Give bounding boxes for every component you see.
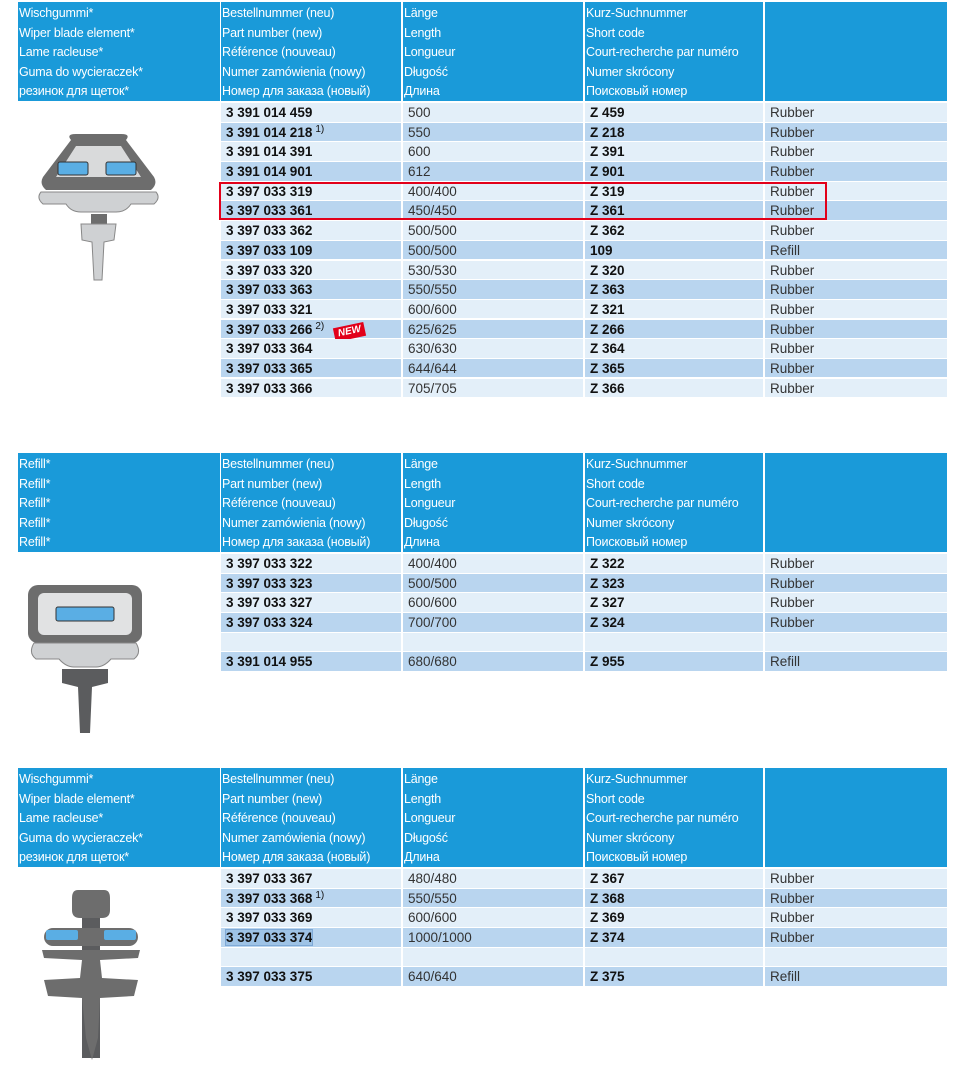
- length-cell: 450/450: [403, 201, 583, 220]
- short-code-cell: Z 320: [585, 261, 763, 280]
- table-header: [18, 2, 947, 101]
- short-code-cell: Z 323: [585, 574, 763, 593]
- header-line: Refill*: [19, 476, 51, 491]
- header-col-blank: [765, 2, 947, 101]
- header-line: Wiper blade element*: [19, 25, 135, 40]
- table-row: [221, 280, 947, 300]
- header-line: Part number (new): [222, 791, 323, 806]
- type-cell: Rubber: [765, 379, 947, 398]
- part-number: 3 397 033 109: [226, 242, 313, 258]
- short-code-cell: [585, 948, 763, 967]
- part-number-cell: [221, 379, 401, 398]
- table-row: [221, 948, 947, 968]
- table-row: [221, 359, 947, 379]
- table-row: [221, 339, 947, 359]
- type-cell: Rubber: [765, 613, 947, 632]
- header-line: Length: [404, 791, 442, 806]
- header-line: Part number (new): [222, 25, 323, 40]
- short-code-cell: Z 459: [585, 103, 763, 122]
- header-col-blank: [765, 768, 947, 867]
- short-code-cell: Z 266: [585, 320, 763, 339]
- part-number: 3 391 014 391: [226, 144, 313, 160]
- table-body: [221, 103, 947, 398]
- type-cell: [765, 948, 947, 967]
- header-line: Court-recherche par numéro: [586, 45, 739, 59]
- header-line: Refill*: [19, 496, 51, 510]
- header-col-length: [403, 453, 583, 552]
- part-number: 3 397 033 375: [226, 969, 313, 985]
- table-row: [221, 162, 947, 182]
- length-cell: 640/640: [403, 967, 583, 986]
- length-cell: 400/400: [403, 554, 583, 573]
- length-cell: 600: [403, 142, 583, 161]
- header-line: Длина: [404, 84, 440, 98]
- header-col-length: [403, 2, 583, 101]
- length-cell: 600/600: [403, 593, 583, 612]
- length-cell: 600/600: [403, 300, 583, 319]
- footnote-marker: 1): [315, 889, 325, 901]
- header-line: Longueur: [404, 45, 456, 59]
- length-cell: 1000/1000: [403, 928, 583, 947]
- type-cell: Rubber: [765, 889, 947, 908]
- type-cell: Rubber: [765, 574, 947, 593]
- type-cell: Rubber: [765, 142, 947, 161]
- header-line: Поисковый номер: [586, 850, 688, 864]
- short-code-cell: Z 901: [585, 162, 763, 181]
- length-cell: 500/500: [403, 574, 583, 593]
- header-line: Bestellnummer (neu): [222, 6, 335, 20]
- type-cell: Rubber: [765, 261, 947, 280]
- type-cell: Rubber: [765, 339, 947, 358]
- wiper-rubber-profile-illustration: [38, 888, 143, 1063]
- part-number-cell: [221, 103, 401, 122]
- header-line: Short code: [586, 25, 645, 40]
- header-line: Référence (nouveau): [222, 811, 336, 825]
- part-number: 3 397 033 362: [226, 223, 313, 239]
- part-number-cell: [221, 574, 401, 593]
- header-line: Номер для заказа (новый): [222, 84, 371, 98]
- header-col-type: [18, 2, 220, 101]
- length-cell: 625/625: [403, 320, 583, 339]
- table-row: [221, 379, 947, 399]
- table-row: [221, 908, 947, 928]
- length-cell: 550: [403, 123, 583, 142]
- length-cell: 500/500: [403, 221, 583, 240]
- header-line: Wischgummi*: [19, 6, 94, 20]
- header-line: Référence (nouveau): [222, 496, 336, 510]
- table-row: [221, 613, 947, 633]
- header-line: Length: [404, 476, 442, 491]
- part-number-cell: [221, 280, 401, 299]
- length-cell: 612: [403, 162, 583, 181]
- length-cell: 600/600: [403, 908, 583, 927]
- header-col-part-number: [221, 2, 401, 101]
- header-col-short-code: [585, 453, 763, 552]
- part-number: 3 397 033 361: [226, 203, 313, 219]
- type-cell: Rubber: [765, 359, 947, 378]
- short-code-cell: Z 369: [585, 908, 763, 927]
- part-number-cell: [221, 359, 401, 378]
- length-cell: 630/630: [403, 339, 583, 358]
- header-line: Refill*: [19, 457, 51, 471]
- part-number-cell: [221, 142, 401, 161]
- footnote-marker: 2): [315, 320, 325, 332]
- part-number: 3 391 014 955: [226, 654, 313, 670]
- header-line: Numer skrócony: [586, 830, 675, 845]
- length-cell: 550/550: [403, 280, 583, 299]
- header-line: Kurz-Suchnummer: [586, 457, 688, 471]
- type-cell: [765, 633, 947, 652]
- part-number: 3 391 014 901: [226, 164, 313, 180]
- type-cell: Rubber: [765, 280, 947, 299]
- header-line: Länge: [404, 457, 438, 471]
- header-line: Length: [404, 25, 442, 40]
- header-line: Numer zamówienia (nowy): [222, 830, 366, 845]
- part-number: 3 397 033 365: [226, 360, 313, 376]
- header-line: Longueur: [404, 496, 456, 510]
- short-code-cell: Z 218: [585, 123, 763, 142]
- type-cell: Rubber: [765, 162, 947, 181]
- header-col-blank: [765, 453, 947, 552]
- length-cell: 705/705: [403, 379, 583, 398]
- length-cell: 644/644: [403, 359, 583, 378]
- short-code-cell: Z 366: [585, 379, 763, 398]
- wiper-rubber-profile-illustration: [36, 132, 161, 282]
- type-cell: Refill: [765, 967, 947, 986]
- header-col-short-code: [585, 2, 763, 101]
- header-line: Lame racleuse*: [19, 811, 104, 825]
- table-body: [221, 869, 947, 987]
- table-row: [221, 889, 947, 909]
- header-line: Refill*: [19, 535, 51, 549]
- part-number-cell: [221, 339, 401, 358]
- header-line: Bestellnummer (neu): [222, 772, 335, 786]
- header-line: Длина: [404, 535, 440, 549]
- header-line: Guma do wycieraczek*: [19, 830, 143, 845]
- header-line: Longueur: [404, 811, 456, 825]
- short-code-cell: Z 321: [585, 300, 763, 319]
- length-cell: 680/680: [403, 652, 583, 671]
- short-code-cell: Z 955: [585, 652, 763, 671]
- table-row: [221, 554, 947, 574]
- section-refill: [0, 453, 960, 753]
- header-line: Référence (nouveau): [222, 45, 336, 59]
- header-line: Номер для заказа (новый): [222, 850, 371, 864]
- table-row: [221, 142, 947, 162]
- short-code-cell: Z 362: [585, 221, 763, 240]
- table-row: [221, 320, 947, 340]
- header-line: Guma do wycieraczek*: [19, 64, 143, 79]
- header-line: Court-recherche par numéro: [586, 496, 739, 510]
- part-number-cell: [221, 869, 401, 888]
- header-line: Short code: [586, 791, 645, 806]
- table-row: [221, 652, 947, 672]
- header-col-type: [18, 768, 220, 867]
- header-line: Numer zamówienia (nowy): [222, 64, 366, 79]
- table-row: [221, 869, 947, 889]
- short-code-cell: Z 364: [585, 339, 763, 358]
- short-code-cell: [585, 633, 763, 652]
- table-row: [221, 221, 947, 241]
- length-cell: [403, 948, 583, 967]
- header-col-part-number: [221, 768, 401, 867]
- header-line: Short code: [586, 476, 645, 491]
- header-line: Wischgummi*: [19, 772, 94, 786]
- header-line: Поисковый номер: [586, 535, 688, 549]
- table-body: [221, 554, 947, 672]
- part-number-cell: [221, 948, 401, 967]
- part-number-cell: [221, 221, 401, 240]
- part-number: 3 397 033 321: [226, 301, 313, 317]
- type-cell: Rubber: [765, 103, 947, 122]
- header-line: Długość: [404, 830, 448, 845]
- type-cell: Rubber: [765, 908, 947, 927]
- short-code-cell: Z 365: [585, 359, 763, 378]
- part-number: 3 397 033 266: [226, 321, 313, 337]
- table-row: [221, 103, 947, 123]
- type-cell: Rubber: [765, 201, 947, 220]
- header-line: Court-recherche par numéro: [586, 811, 739, 825]
- header-line: Поисковый номер: [586, 84, 688, 98]
- short-code-cell: Z 324: [585, 613, 763, 632]
- part-number-cell: [221, 162, 401, 181]
- header-col-part-number: [221, 453, 401, 552]
- part-number-cell: [221, 633, 401, 652]
- part-number-cell: [221, 241, 401, 260]
- part-number-cell: [221, 123, 401, 142]
- part-number: 3 397 033 327: [226, 595, 313, 611]
- part-number-cell: [221, 554, 401, 573]
- length-cell: 480/480: [403, 869, 583, 888]
- part-number: 3 397 033 364: [226, 341, 313, 357]
- header-line: резинок для щеток*: [19, 84, 129, 98]
- header-col-short-code: [585, 768, 763, 867]
- short-code-cell: Z 368: [585, 889, 763, 908]
- part-number: 3 397 033 366: [226, 380, 313, 396]
- type-cell: Rubber: [765, 300, 947, 319]
- short-code-cell: Z 374: [585, 928, 763, 947]
- part-number: 3 397 033 374: [226, 930, 313, 946]
- table-header: [18, 768, 947, 867]
- header-line: Bestellnummer (neu): [222, 457, 335, 471]
- part-number-cell: [221, 889, 401, 908]
- section-wiper-rubber-1: [0, 2, 960, 402]
- part-number-cell: [221, 300, 401, 319]
- part-number-cell: [221, 320, 401, 339]
- header-line: Номер для заказа (новый): [222, 535, 371, 549]
- part-number-cell: [221, 928, 401, 947]
- type-cell: Rubber: [765, 869, 947, 888]
- part-number-cell: [221, 652, 401, 671]
- part-number: 3 391 014 218: [226, 124, 313, 140]
- length-cell: [403, 633, 583, 652]
- header-line: резинок для щеток*: [19, 850, 129, 864]
- type-cell: Rubber: [765, 221, 947, 240]
- table-row: [221, 967, 947, 987]
- type-cell: Refill: [765, 652, 947, 671]
- table-row: [221, 241, 947, 261]
- short-code-cell: Z 391: [585, 142, 763, 161]
- new-badge: NEW: [333, 321, 367, 341]
- length-cell: 500: [403, 103, 583, 122]
- section-wiper-rubber-2: [0, 768, 960, 1068]
- part-number: 3 397 033 367: [226, 871, 313, 886]
- length-cell: 550/550: [403, 889, 583, 908]
- type-cell: Refill: [765, 241, 947, 260]
- header-line: Länge: [404, 6, 438, 20]
- header-line: Numer skrócony: [586, 64, 675, 79]
- refill-profile-illustration: [26, 583, 146, 743]
- length-cell: 500/500: [403, 241, 583, 260]
- table-row: [221, 574, 947, 594]
- highlight-box: [219, 182, 827, 220]
- table-row: [221, 633, 947, 653]
- table-row: [221, 593, 947, 613]
- short-code-cell: Z 319: [585, 182, 763, 201]
- type-cell: Rubber: [765, 928, 947, 947]
- header-col-length: [403, 768, 583, 867]
- part-number: 3 397 033 322: [226, 556, 313, 571]
- short-code-cell: Z 375: [585, 967, 763, 986]
- header-line: Długość: [404, 64, 448, 79]
- part-number: 3 397 033 368: [226, 890, 313, 906]
- table-header: [18, 453, 947, 552]
- table-row: [221, 261, 947, 281]
- part-number: 3 397 033 324: [226, 615, 313, 631]
- short-code-cell: Z 322: [585, 554, 763, 573]
- part-number: 3 397 033 369: [226, 910, 313, 926]
- type-cell: Rubber: [765, 593, 947, 612]
- short-code-cell: Z 361: [585, 201, 763, 220]
- part-number: 3 397 033 323: [226, 575, 313, 591]
- type-cell: Rubber: [765, 554, 947, 573]
- type-cell: Rubber: [765, 320, 947, 339]
- header-line: Длина: [404, 850, 440, 864]
- part-number-cell: [221, 908, 401, 927]
- header-line: Kurz-Suchnummer: [586, 6, 688, 20]
- header-line: Numer zamówienia (nowy): [222, 515, 366, 530]
- part-number-cell: [221, 967, 401, 986]
- length-cell: 400/400: [403, 182, 583, 201]
- header-line: Kurz-Suchnummer: [586, 772, 688, 786]
- header-line: Lame racleuse*: [19, 45, 104, 59]
- header-col-type: [18, 453, 220, 552]
- short-code-cell: Z 327: [585, 593, 763, 612]
- length-cell: 530/530: [403, 261, 583, 280]
- part-number: 3 397 033 319: [226, 183, 313, 199]
- header-line: Länge: [404, 772, 438, 786]
- short-code-cell: Z 367: [585, 869, 763, 888]
- table-row: [221, 123, 947, 143]
- part-number: 3 397 033 320: [226, 262, 313, 278]
- header-line: Part number (new): [222, 476, 323, 491]
- footnote-marker: 1): [315, 123, 325, 135]
- table-row: [221, 928, 947, 948]
- part-number-cell: [221, 593, 401, 612]
- part-number: 3 397 033 363: [226, 282, 313, 298]
- length-cell: 700/700: [403, 613, 583, 632]
- part-number: 3 391 014 459: [226, 105, 313, 120]
- header-line: Numer skrócony: [586, 515, 675, 530]
- header-line: Refill*: [19, 515, 51, 530]
- type-cell: Rubber: [765, 123, 947, 142]
- table-row: [221, 300, 947, 320]
- short-code-cell: Z 363: [585, 280, 763, 299]
- header-line: Długość: [404, 515, 448, 530]
- part-number-cell: [221, 613, 401, 632]
- type-cell: Rubber: [765, 182, 947, 201]
- part-number-cell: [221, 261, 401, 280]
- short-code-cell: 109: [585, 241, 763, 260]
- header-line: Wiper blade element*: [19, 791, 135, 806]
